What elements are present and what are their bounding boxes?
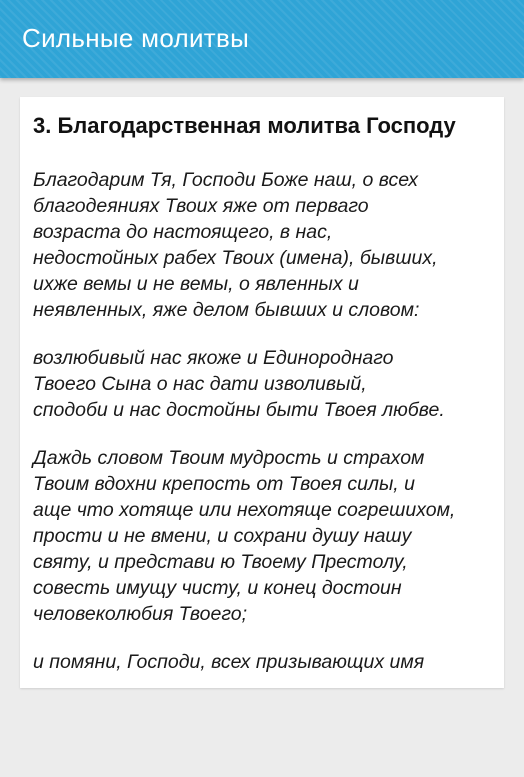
prayer-paragraph: возлюбивый нас якоже и Единороднаго Твоего Сына о нас дати изволивый, сподоби и нас достойны быти Твоея любве. (33, 347, 445, 421)
app-bar (0, 0, 524, 78)
prayer-paragraph: и помяни, Господи, всех призывающих имя (33, 651, 425, 673)
prayer-card[interactable] (20, 97, 504, 688)
prayer-paragraph: Благодарим Тя, Господи Боже наш, о всех благодеяниях Твоих яже от перваго возраста до настоящего, в нас, недостойных рабех Твоих (имена), бывших, ихже вемы и не вемы, о явленных и неявленных, яже делом бывших и словом: (33, 169, 438, 321)
prayer-title: 3. Благодарственная молитва Господу (33, 113, 456, 138)
app-title: Сильные молитвы (22, 23, 250, 53)
prayer-content (33, 111, 499, 675)
prayer-paragraph: Даждь словом Твоим мудрость и страхом Твоим вдохни крепость от Твоея силы, и аще что хотяще или нехотяще согрешихом, прости и не вмени, и сохрани душу нашу святу, и представи ю Твоему Престолу, совесть имущу чисту, и конец достоин человеколюбия Твоего; (33, 447, 456, 625)
